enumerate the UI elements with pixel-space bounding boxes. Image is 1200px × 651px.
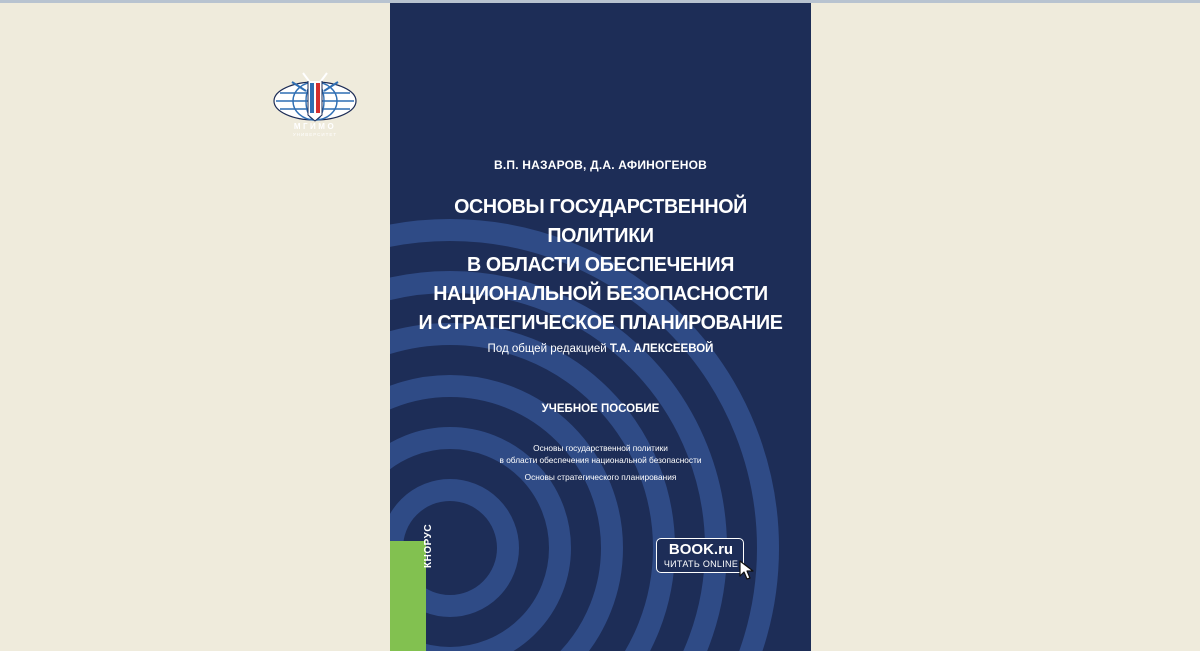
course-line: Основы стратегического планирования: [524, 472, 677, 482]
book-authors: В.П. НАЗАРОВ, Д.А. АФИНОГЕНОВ: [493, 158, 708, 172]
cursor-arrow-icon: [739, 560, 755, 580]
mgimo-logo-icon: [270, 69, 360, 149]
book-ru-badge[interactable]: [656, 538, 744, 573]
logo-subtitle: УНИВЕРСИТЕТ: [292, 132, 338, 137]
document-viewer[interactable]: [0, 3, 1200, 651]
publisher-name: КНОРУС: [423, 523, 434, 568]
book-title-line: НАЦИОНАЛЬНОЙ БЕЗОПАСНОСТИ: [433, 282, 768, 305]
badge-subtitle: ЧИТАТЬ ONLINE: [663, 559, 739, 569]
editor-name: Т.А. АЛЕКСЕЕВОЙ: [609, 343, 714, 355]
book-title-line: В ОБЛАСТИ ОБЕСПЕЧЕНИЯ: [467, 253, 734, 276]
book-title-line: И СТРАТЕГИЧЕСКОЕ ПЛАНИРОВАНИЕ: [418, 311, 783, 334]
logo-name: МГИМО: [293, 122, 337, 131]
course-line: Основы государственной политики: [533, 443, 668, 453]
book-title: [418, 192, 784, 337]
book-cover: [390, 3, 811, 651]
book-type: УЧЕБНОЕ ПОСОБИЕ: [541, 403, 660, 415]
book-editor: [390, 343, 811, 355]
green-spine-bar: [390, 541, 426, 651]
book-title-line: ОСНОВЫ ГОСУДАРСТВЕННОЙ ПОЛИТИКИ: [454, 195, 747, 247]
badge-title: BOOK.ru: [668, 541, 734, 558]
course-line: в области обеспечения национальной безопасности: [499, 454, 702, 465]
book-courses: [390, 443, 811, 484]
editor-prefix: Под общей редакцией: [487, 343, 607, 355]
